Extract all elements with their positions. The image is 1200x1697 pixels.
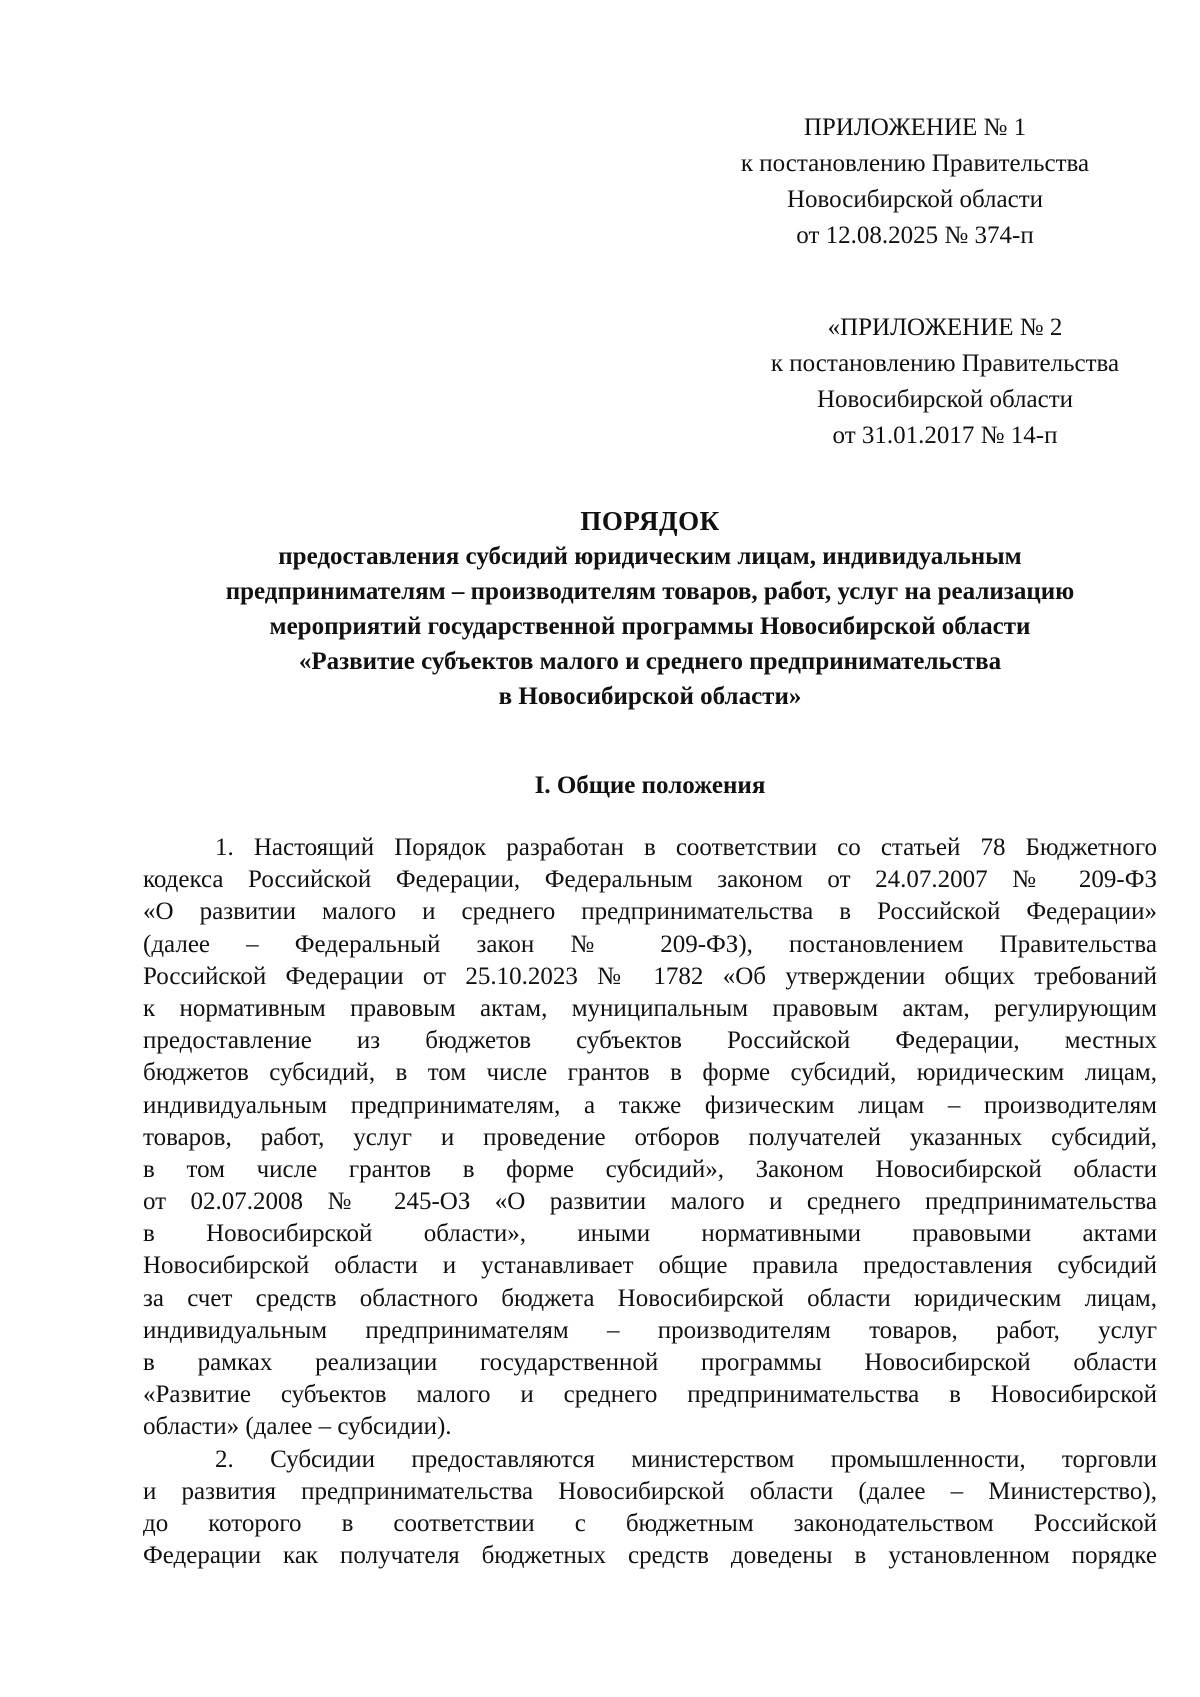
document-subtitle-line: «Развитие субъектов малого и среднего предпринимательства [298,648,1002,675]
attachment-2-line: Новосибирской области [816,386,1074,413]
document-subtitle-line: предпринимателям – производителям товаров, работ, услуг на реализацию [225,578,1075,605]
attachment-1-line: к постановлению Правительства [740,150,1090,177]
document-title: ПОРЯДОК [580,506,720,536]
attachment-2-line: к постановлению Правительства [770,350,1120,377]
paragraph-line: 2. Субсидии предоставляются министерством промышленности, торговли [215,1445,1157,1473]
paragraph-line: Российской Федерации от 25.10.2023 № 1782 «Об утверждении общих требований [143,962,1157,990]
paragraph-line: бюджетов субсидий, в том числе грантов в форме субсидий, юридическим лицам, [143,1059,1157,1087]
paragraph-line: индивидуальным предпринимателям – производителям товаров, работ, услуг [143,1316,1157,1344]
paragraph-line: кодекса Российской Федерации, Федеральным законом от 24.07.2007 № 209-ФЗ [143,866,1157,894]
paragraph-line: от 02.07.2008 № 245-ОЗ «О развитии малого и среднего предпринимательства [143,1188,1157,1216]
paragraph-line: индивидуальным предпринимателям, а также физическим лицам – производителям [143,1091,1157,1119]
document-subtitle-line: в Новосибирской области» [498,683,802,710]
attachment-1-line: ПРИЛОЖЕНИЕ № 1 [803,114,1027,141]
section-body [143,832,1157,1572]
paragraph-line: товаров, работ, услуг и проведение отборов получателей указанных субсидий, [143,1123,1157,1151]
paragraph-line: за счет средств областного бюджета Новосибирской области юридическим лицам, [143,1284,1157,1312]
attachment-1-line: от 12.08.2025 № 374-п [796,222,1034,249]
paragraph-line: (далее – Федеральный закон № 209-ФЗ), постановлением Правительства [143,930,1157,958]
paragraph-2 [143,1444,1157,1573]
attachment-2-header [745,310,1145,454]
document-title-block [140,504,1160,714]
attachment-1-header [715,110,1115,254]
attachment-1-line: Новосибирской области [786,186,1044,213]
document-subtitle-line: мероприятий государственной программы Новосибирской области [269,613,1031,640]
paragraph-line: в Новосибирской области», иными нормативными правовыми актами [143,1220,1157,1248]
paragraph-line: к нормативным правовым актам, муниципальным правовым актам, регулирующим [143,994,1157,1022]
paragraph-line: в том числе грантов в форме субсидий», Законом Новосибирской области [143,1155,1157,1183]
section-heading: I. Общие положения [534,772,766,799]
paragraph-1 [143,832,1157,1444]
document-subtitle-line: предоставления субсидий юридическим лицам, индивидуальным [278,543,1022,570]
paragraph-line: в рамках реализации государственной программы Новосибирской области [143,1349,1157,1376]
attachment-2-line: «ПРИЛОЖЕНИЕ № 2 [827,314,1063,341]
paragraph-line: Новосибирской области и устанавливает общие правила предоставления субсидий [143,1252,1157,1280]
paragraph-line: «О развитии малого и среднего предпринимательства в Российской Федерации» [143,898,1157,926]
paragraph-line: «Развитие субъектов малого и среднего предпринимательства в Новосибирской [143,1381,1157,1409]
paragraph-line: 1. Настоящий Порядок разработан в соответствии со статьей 78 Бюджетного [215,834,1157,861]
paragraph-line: предоставление из бюджетов субъектов Российской Федерации, местных [143,1027,1157,1055]
paragraph-line: и развития предпринимательства Новосибирской области (далее – Министерство), [143,1477,1157,1505]
paragraph-line: области» (далее – субсидии). [143,1413,452,1441]
attachment-2-line: от 31.01.2017 № 14-п [832,422,1058,449]
paragraph-line: Федерации как получателя бюджетных средств доведены в установленном порядке [143,1542,1157,1570]
paragraph-line: до которого в соответствии с бюджетным законодательством Российской [143,1509,1157,1537]
